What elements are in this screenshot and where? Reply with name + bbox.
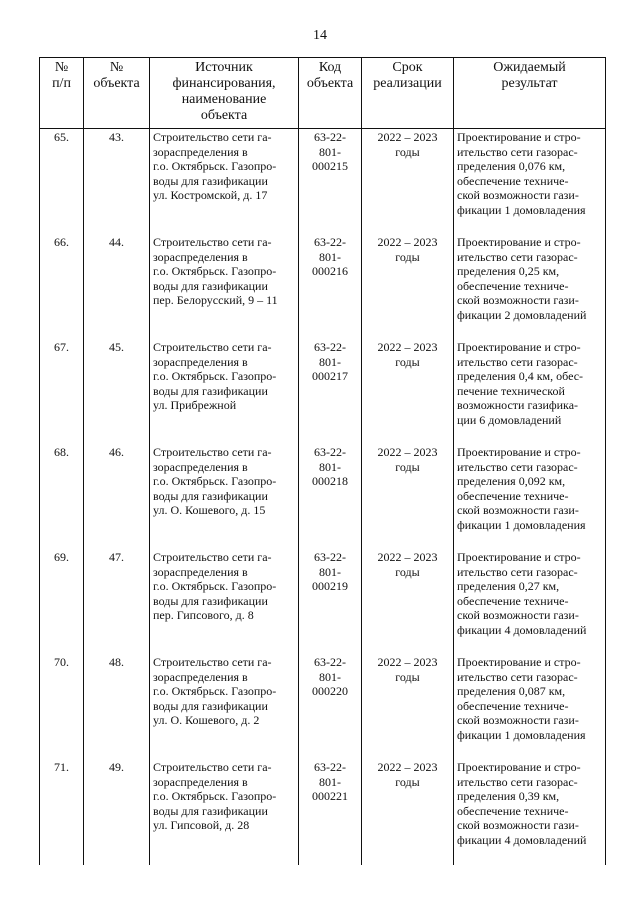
- object-number-cell: 48.: [84, 655, 150, 760]
- source-cell: Строительство сети га- зораспределения в г.о. Октябрьск. Газопро- воды для газификации ул. Гипсовой, д. 28: [150, 760, 299, 865]
- header-object-number: № объекта: [84, 58, 150, 129]
- table-row: [40, 129, 606, 236]
- term-cell: 2022 – 2023 годы: [362, 445, 454, 550]
- result-cell: Проектирование и стро- ительство сети газорас- пределения 0,4 км, обес- печение технической возможности газифика- ции 6 домовладений: [454, 340, 606, 445]
- row-number-cell: 65.: [40, 129, 84, 236]
- gas-network-table: [39, 57, 606, 865]
- source-cell: Строительство сети га- зораспределения в г.о. Октябрьск. Газопро- воды для газификации ул. Прибрежной: [150, 340, 299, 445]
- result-cell: Проектирование и стро- ительство сети газорас- пределения 0,27 км, обеспечение техниче- ской возможности гази- фикации 4 домовладений: [454, 550, 606, 655]
- term-cell: 2022 – 2023 годы: [362, 129, 454, 236]
- term-cell: 2022 – 2023 годы: [362, 340, 454, 445]
- object-code-cell: 63-22- 801- 000217: [299, 340, 362, 445]
- result-cell: Проектирование и стро- ительство сети газорас- пределения 0,092 км, обеспечение техниче- ской возможности гази- фикации 1 домовладения: [454, 445, 606, 550]
- result-cell: Проектирование и стро- ительство сети газорас- пределения 0,39 км, обеспечение техниче- ской возможности гази- фикации 4 домовладений: [454, 760, 606, 865]
- table-body: [40, 129, 606, 866]
- object-number-cell: 49.: [84, 760, 150, 865]
- header-term: Срок реализации: [362, 58, 454, 129]
- source-cell: Строительство сети га- зораспределения в г.о. Октябрьск. Газопро- воды для газификации ул. Костромской, д. 17: [150, 129, 299, 236]
- row-number-cell: 68.: [40, 445, 84, 550]
- term-cell: 2022 – 2023 годы: [362, 655, 454, 760]
- object-number-cell: 43.: [84, 129, 150, 236]
- header-result: Ожидаемый результат: [454, 58, 606, 129]
- header-code: Код объекта: [299, 58, 362, 129]
- object-number-cell: 47.: [84, 550, 150, 655]
- header-source: Источник финансирования, наименование объекта: [150, 58, 299, 129]
- source-cell: Строительство сети га- зораспределения в г.о. Октябрьск. Газопро- воды для газификации пер. Гипсового, д. 8: [150, 550, 299, 655]
- row-number-cell: 66.: [40, 235, 84, 340]
- object-code-cell: 63-22- 801- 000220: [299, 655, 362, 760]
- object-number-cell: 46.: [84, 445, 150, 550]
- source-cell: Строительство сети га- зораспределения в г.о. Октябрьск. Газопро- воды для газификации ул. О. Кошевого, д. 2: [150, 655, 299, 760]
- object-number-cell: 45.: [84, 340, 150, 445]
- row-number-cell: 69.: [40, 550, 84, 655]
- term-cell: 2022 – 2023 годы: [362, 760, 454, 865]
- row-number-cell: 70.: [40, 655, 84, 760]
- page-number: 14: [313, 28, 327, 43]
- result-cell: Проектирование и стро- ительство сети газорас- пределения 0,076 км, обеспечение техниче- ской возможности гази- фикации 1 домовладения: [454, 129, 606, 236]
- row-number-cell: 67.: [40, 340, 84, 445]
- result-cell: Проектирование и стро- ительство сети газорас- пределения 0,087 км, обеспечение техниче- ской возможности гази- фикации 1 домовладения: [454, 655, 606, 760]
- table-row: [40, 340, 606, 445]
- term-cell: 2022 – 2023 годы: [362, 235, 454, 340]
- table-row: [40, 655, 606, 760]
- table-row: [40, 235, 606, 340]
- object-code-cell: 63-22- 801- 000216: [299, 235, 362, 340]
- table-row: [40, 760, 606, 865]
- source-cell: Строительство сети га- зораспределения в г.о. Октябрьск. Газопро- воды для газификации ул. О. Кошевого, д. 15: [150, 445, 299, 550]
- header-row-number: № п/п: [40, 58, 84, 129]
- term-cell: 2022 – 2023 годы: [362, 550, 454, 655]
- source-cell: Строительство сети га- зораспределения в г.о. Октябрьск. Газопро- воды для газификации пер. Белорусский, 9 – 11: [150, 235, 299, 340]
- table-row: [40, 445, 606, 550]
- result-cell: Проектирование и стро- ительство сети газорас- пределения 0,25 км, обеспечение техниче- ской возможности гази- фикации 2 домовладений: [454, 235, 606, 340]
- table-row: [40, 550, 606, 655]
- object-number-cell: 44.: [84, 235, 150, 340]
- object-code-cell: 63-22- 801- 000221: [299, 760, 362, 865]
- table-header: [40, 58, 606, 129]
- row-number-cell: 71.: [40, 760, 84, 865]
- object-code-cell: 63-22- 801- 000218: [299, 445, 362, 550]
- object-code-cell: 63-22- 801- 000219: [299, 550, 362, 655]
- object-code-cell: 63-22- 801- 000215: [299, 129, 362, 236]
